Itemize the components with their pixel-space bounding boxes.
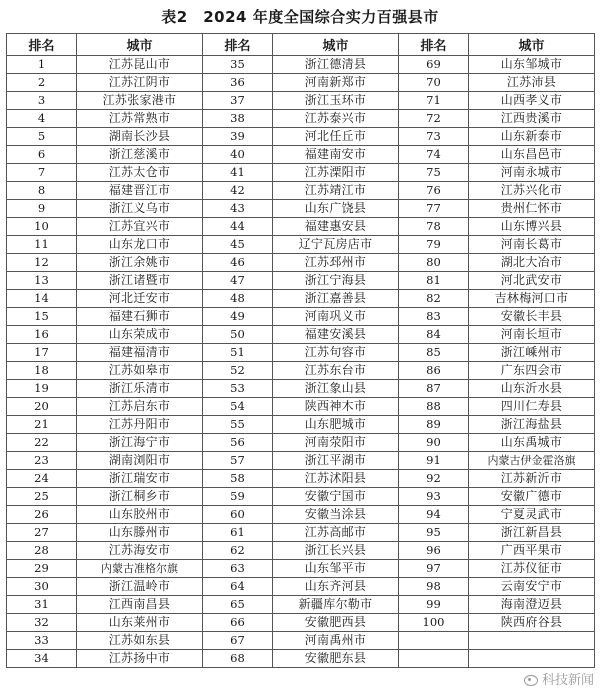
table-row: [7, 506, 595, 524]
city-cell: 山东滕州市: [77, 524, 203, 542]
city-cell: 内蒙古伊金霍洛旗: [469, 452, 595, 470]
rank-cell: 9: [7, 200, 77, 218]
weibo-icon: [524, 673, 539, 685]
table-row: [7, 326, 595, 344]
city-cell: 四川仁寿县: [469, 398, 595, 416]
city-cell: 浙江瑞安市: [77, 470, 203, 488]
city-cell: 陕西神木市: [273, 398, 399, 416]
city-cell: 辽宁瓦房店市: [273, 236, 399, 254]
rank-cell: 36: [203, 74, 273, 92]
rank-cell: 32: [7, 614, 77, 632]
rank-cell: 68: [203, 650, 273, 668]
rank-cell: 17: [7, 344, 77, 362]
table-row: [7, 596, 595, 614]
city-cell: 江苏如东县: [77, 632, 203, 650]
rank-cell: 8: [7, 182, 77, 200]
rank-cell: 87: [399, 380, 469, 398]
rank-cell: 93: [399, 488, 469, 506]
city-cell: 山东广饶县: [273, 200, 399, 218]
rank-cell: 90: [399, 434, 469, 452]
table-row: [7, 272, 595, 290]
rank-cell: 19: [7, 380, 77, 398]
table-row: [7, 416, 595, 434]
city-cell: 江苏扬中市: [77, 650, 203, 668]
watermark-text: 科技新闻: [541, 673, 594, 688]
rank-cell: 6: [7, 146, 77, 164]
rank-cell: 79: [399, 236, 469, 254]
city-cell: 福建惠安县: [273, 218, 399, 236]
rank-cell: 45: [203, 236, 273, 254]
table-row: [7, 650, 595, 668]
rank-cell: 62: [203, 542, 273, 560]
table-row: [7, 146, 595, 164]
table-row: [7, 578, 595, 596]
city-cell: 河南荥阳市: [273, 434, 399, 452]
city-cell: 河北迁安市: [77, 290, 203, 308]
rank-cell: 94: [399, 506, 469, 524]
rank-cell: 44: [203, 218, 273, 236]
watermark: [524, 669, 594, 688]
city-cell: 山东胶州市: [77, 506, 203, 524]
rank-cell: 12: [7, 254, 77, 272]
table-row: [7, 560, 595, 578]
city-cell: 江苏句容市: [273, 344, 399, 362]
city-cell: [469, 650, 595, 668]
city-cell: 浙江象山县: [273, 380, 399, 398]
rank-cell: 78: [399, 218, 469, 236]
rank-cell: 43: [203, 200, 273, 218]
rank-cell: 40: [203, 146, 273, 164]
city-cell: 内蒙古准格尔旗: [77, 560, 203, 578]
city-cell: 浙江桐乡市: [77, 488, 203, 506]
rank-cell: 58: [203, 470, 273, 488]
rank-cell: 77: [399, 200, 469, 218]
city-cell: 吉林梅河口市: [469, 290, 595, 308]
city-cell: 湖南浏阳市: [77, 452, 203, 470]
rank-cell: 64: [203, 578, 273, 596]
rank-cell: 54: [203, 398, 273, 416]
city-cell: 河北任丘市: [273, 128, 399, 146]
rank-cell: 92: [399, 470, 469, 488]
rank-cell: 85: [399, 344, 469, 362]
rank-cell: 37: [203, 92, 273, 110]
city-cell: 江苏沭阳县: [273, 470, 399, 488]
rank-cell: 35: [203, 56, 273, 74]
city-cell: 浙江海盐县: [469, 416, 595, 434]
city-cell: 江苏新沂市: [469, 470, 595, 488]
city-cell: 山东新泰市: [469, 128, 595, 146]
rank-cell: 80: [399, 254, 469, 272]
rank-cell: 7: [7, 164, 77, 182]
city-cell: 江苏仪征市: [469, 560, 595, 578]
table-row: [7, 344, 595, 362]
city-cell: 浙江长兴县: [273, 542, 399, 560]
rank-cell: 91: [399, 452, 469, 470]
rank-cell: 82: [399, 290, 469, 308]
rank-cell: 22: [7, 434, 77, 452]
city-cell: 江苏常熟市: [77, 110, 203, 128]
header-city-2: 城市: [273, 34, 399, 56]
city-cell: 江苏江阴市: [77, 74, 203, 92]
rank-cell: 33: [7, 632, 77, 650]
rank-cell: 3: [7, 92, 77, 110]
city-cell: [469, 632, 595, 650]
city-cell: 江苏东台市: [273, 362, 399, 380]
rank-cell: 38: [203, 110, 273, 128]
table-row: [7, 632, 595, 650]
city-cell: 浙江德清县: [273, 56, 399, 74]
header-rank-2: 排名: [203, 34, 273, 56]
table-row: [7, 74, 595, 92]
city-cell: 福建石狮市: [77, 308, 203, 326]
rank-cell: 55: [203, 416, 273, 434]
rank-cell: 76: [399, 182, 469, 200]
rank-cell: 1: [7, 56, 77, 74]
city-cell: 安徽宁国市: [273, 488, 399, 506]
city-cell: 山东邹城市: [469, 56, 595, 74]
table-row: [7, 398, 595, 416]
city-cell: 山东齐河县: [273, 578, 399, 596]
city-cell: 浙江义乌市: [77, 200, 203, 218]
table-row: [7, 128, 595, 146]
rank-cell: 89: [399, 416, 469, 434]
city-cell: 山东邹平市: [273, 560, 399, 578]
rank-cell: 51: [203, 344, 273, 362]
rank-cell: [399, 632, 469, 650]
header-city-3: 城市: [469, 34, 595, 56]
city-cell: 江苏宜兴市: [77, 218, 203, 236]
city-cell: 浙江嘉善县: [273, 290, 399, 308]
rank-cell: 70: [399, 74, 469, 92]
table-row: [7, 434, 595, 452]
rank-cell: 13: [7, 272, 77, 290]
city-cell: 江西南昌县: [77, 596, 203, 614]
rank-cell: 97: [399, 560, 469, 578]
city-cell: 山东莱州市: [77, 614, 203, 632]
rank-cell: 10: [7, 218, 77, 236]
city-cell: 福建南安市: [273, 146, 399, 164]
city-cell: 福建晋江市: [77, 182, 203, 200]
city-cell: 安徽肥西县: [273, 614, 399, 632]
rank-cell: 59: [203, 488, 273, 506]
city-cell: 浙江平湖市: [273, 452, 399, 470]
rank-cell: 72: [399, 110, 469, 128]
rank-cell: 48: [203, 290, 273, 308]
rank-cell: 4: [7, 110, 77, 128]
city-cell: 浙江温岭市: [77, 578, 203, 596]
table-row: [7, 218, 595, 236]
table-row: [7, 254, 595, 272]
table-row: [7, 164, 595, 182]
city-cell: 浙江嵊州市: [469, 344, 595, 362]
header-rank-1: 排名: [7, 34, 77, 56]
city-cell: 浙江新昌县: [469, 524, 595, 542]
table-row: [7, 110, 595, 128]
city-cell: 江苏溧阳市: [273, 164, 399, 182]
rank-cell: 86: [399, 362, 469, 380]
city-cell: 江苏沛县: [469, 74, 595, 92]
rank-cell: 39: [203, 128, 273, 146]
rank-cell: 15: [7, 308, 77, 326]
city-cell: 江苏泰兴市: [273, 110, 399, 128]
city-cell: 江苏如皋市: [77, 362, 203, 380]
rank-cell: 31: [7, 596, 77, 614]
rank-cell: 52: [203, 362, 273, 380]
city-cell: 江苏靖江市: [273, 182, 399, 200]
city-cell: 山东博兴县: [469, 218, 595, 236]
rank-cell: 74: [399, 146, 469, 164]
table-row: [7, 92, 595, 110]
city-cell: 江苏高邮市: [273, 524, 399, 542]
city-cell: 海南澄迈县: [469, 596, 595, 614]
rank-cell: 30: [7, 578, 77, 596]
rank-cell: 50: [203, 326, 273, 344]
city-cell: 湖南长沙县: [77, 128, 203, 146]
rank-cell: 5: [7, 128, 77, 146]
city-cell: 浙江乐清市: [77, 380, 203, 398]
city-cell: 浙江海宁市: [77, 434, 203, 452]
city-cell: 河南长葛市: [469, 236, 595, 254]
rank-cell: 26: [7, 506, 77, 524]
rank-cell: 18: [7, 362, 77, 380]
city-cell: 江苏海安市: [77, 542, 203, 560]
rank-cell: 34: [7, 650, 77, 668]
city-cell: 江苏昆山市: [77, 56, 203, 74]
rank-cell: 95: [399, 524, 469, 542]
ranking-table: [6, 33, 595, 668]
rank-cell: 47: [203, 272, 273, 290]
city-cell: 江苏启东市: [77, 398, 203, 416]
rank-cell: 98: [399, 578, 469, 596]
city-cell: 安徽长丰县: [469, 308, 595, 326]
rank-cell: 83: [399, 308, 469, 326]
rank-cell: 69: [399, 56, 469, 74]
rank-cell: 42: [203, 182, 273, 200]
city-cell: 浙江余姚市: [77, 254, 203, 272]
table-body: [7, 56, 595, 668]
rank-cell: 20: [7, 398, 77, 416]
rank-cell: 24: [7, 470, 77, 488]
table-row: [7, 182, 595, 200]
city-cell: 福建福清市: [77, 344, 203, 362]
table-row: [7, 470, 595, 488]
table-row: [7, 308, 595, 326]
rank-cell: 28: [7, 542, 77, 560]
city-cell: 山东禹城市: [469, 434, 595, 452]
table-row: [7, 200, 595, 218]
city-cell: 广东四会市: [469, 362, 595, 380]
city-cell: 广西平果市: [469, 542, 595, 560]
rank-cell: 27: [7, 524, 77, 542]
table-row: [7, 524, 595, 542]
table-header-row: [7, 34, 595, 56]
rank-cell: 81: [399, 272, 469, 290]
header-rank-3: 排名: [399, 34, 469, 56]
rank-cell: 49: [203, 308, 273, 326]
rank-cell: 21: [7, 416, 77, 434]
table-row: [7, 56, 595, 74]
city-cell: 河南禹州市: [273, 632, 399, 650]
rank-cell: 75: [399, 164, 469, 182]
table-row: [7, 380, 595, 398]
rank-cell: 100: [399, 614, 469, 632]
city-cell: 新疆库尔勒市: [273, 596, 399, 614]
city-cell: 安徽当涂县: [273, 506, 399, 524]
city-cell: 山东肥城市: [273, 416, 399, 434]
rank-cell: 23: [7, 452, 77, 470]
city-cell: 河南新郑市: [273, 74, 399, 92]
city-cell: 山西孝义市: [469, 92, 595, 110]
rank-cell: 61: [203, 524, 273, 542]
rank-cell: 56: [203, 434, 273, 452]
city-cell: 江苏太仓市: [77, 164, 203, 182]
city-cell: 陕西府谷县: [469, 614, 595, 632]
city-cell: 浙江诸暨市: [77, 272, 203, 290]
city-cell: 江西贵溪市: [469, 110, 595, 128]
city-cell: 宁夏灵武市: [469, 506, 595, 524]
table-row: [7, 362, 595, 380]
table-row: [7, 542, 595, 560]
city-cell: 浙江慈溪市: [77, 146, 203, 164]
table-row: [7, 488, 595, 506]
rank-cell: 73: [399, 128, 469, 146]
city-cell: 浙江宁海县: [273, 272, 399, 290]
city-cell: 安徽广德市: [469, 488, 595, 506]
city-cell: 浙江玉环市: [273, 92, 399, 110]
city-cell: 福建安溪县: [273, 326, 399, 344]
city-cell: 山东昌邑市: [469, 146, 595, 164]
rank-cell: 71: [399, 92, 469, 110]
table-row: [7, 290, 595, 308]
rank-cell: 2: [7, 74, 77, 92]
rank-cell: 63: [203, 560, 273, 578]
city-cell: 江苏丹阳市: [77, 416, 203, 434]
city-cell: 山东沂水县: [469, 380, 595, 398]
rank-cell: 60: [203, 506, 273, 524]
city-cell: 山东龙口市: [77, 236, 203, 254]
rank-cell: 14: [7, 290, 77, 308]
city-cell: 河南永城市: [469, 164, 595, 182]
city-cell: 贵州仁怀市: [469, 200, 595, 218]
rank-cell: 53: [203, 380, 273, 398]
rank-cell: 16: [7, 326, 77, 344]
rank-cell: 29: [7, 560, 77, 578]
rank-cell: 67: [203, 632, 273, 650]
rank-cell: 84: [399, 326, 469, 344]
city-cell: 河南长垣市: [469, 326, 595, 344]
rank-cell: 99: [399, 596, 469, 614]
city-cell: 河南巩义市: [273, 308, 399, 326]
city-cell: 江苏兴化市: [469, 182, 595, 200]
city-cell: 云南安宁市: [469, 578, 595, 596]
city-cell: 江苏张家港市: [77, 92, 203, 110]
rank-cell: 41: [203, 164, 273, 182]
rank-cell: 66: [203, 614, 273, 632]
table-row: [7, 614, 595, 632]
city-cell: 山东荣成市: [77, 326, 203, 344]
rank-cell: 57: [203, 452, 273, 470]
rank-cell: 88: [399, 398, 469, 416]
city-cell: 安徽肥东县: [273, 650, 399, 668]
city-cell: 湖北大冶市: [469, 254, 595, 272]
rank-cell: 96: [399, 542, 469, 560]
table-row: [7, 452, 595, 470]
header-city-1: 城市: [77, 34, 203, 56]
city-cell: 江苏邳州市: [273, 254, 399, 272]
rank-cell: 11: [7, 236, 77, 254]
rank-cell: 46: [203, 254, 273, 272]
rank-cell: 65: [203, 596, 273, 614]
table-row: [7, 236, 595, 254]
table-title: 表2 2024 年度全国综合实力百强县市: [161, 8, 439, 26]
rank-cell: 25: [7, 488, 77, 506]
rank-cell: [399, 650, 469, 668]
city-cell: 河北武安市: [469, 272, 595, 290]
